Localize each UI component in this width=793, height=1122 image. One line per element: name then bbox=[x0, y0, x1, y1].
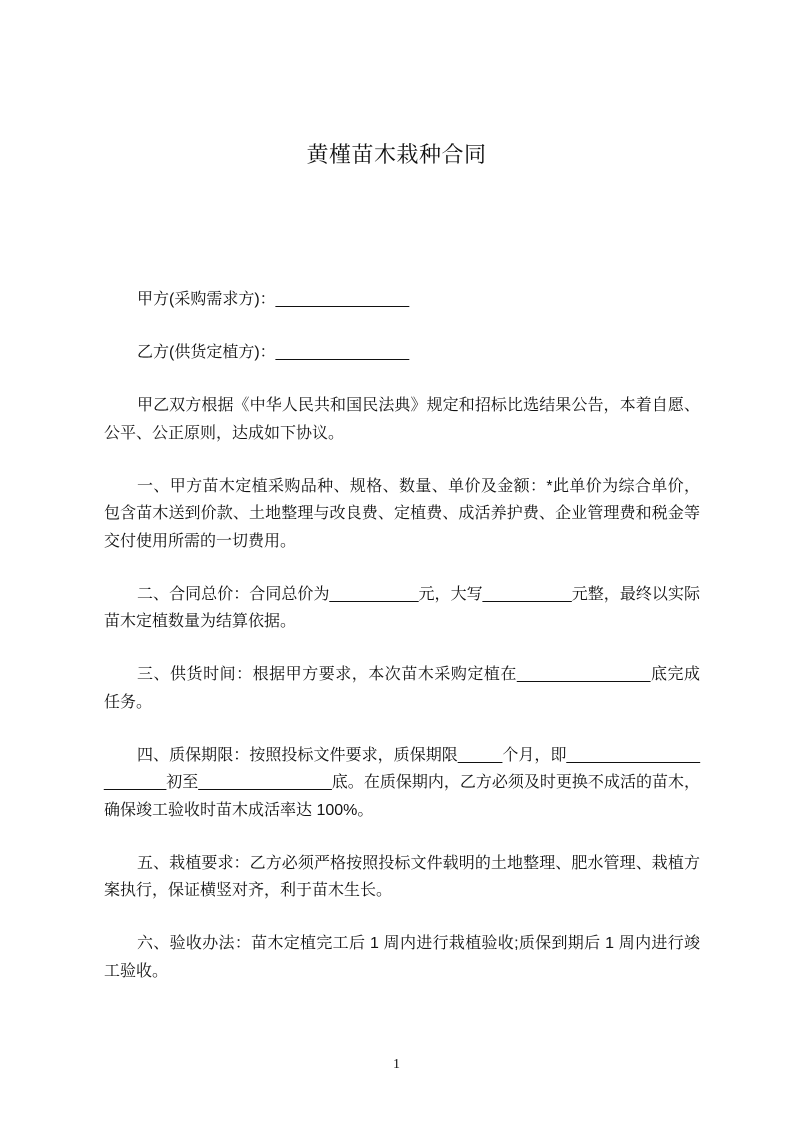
clause-3-delivery-time: 三、供货时间：根据甲方要求，本次苗木采购定植在_______________底完成任务。 bbox=[104, 666, 700, 711]
document-title: 黄槿苗木栽种合同 bbox=[306, 142, 487, 167]
document-body bbox=[104, 286, 700, 1011]
clause-2-total-price: 二、合同总价：合同总价为__________元，大写__________元整，最终以实际苗木定植数量为结算依据。 bbox=[104, 585, 700, 630]
clause-4-warranty-period: 四、质保期限：按照投标文件要求，质保期限_____个月，即______________________初至_______________底。在质保期内，乙方必须及时更换不成活的苗木，确保竣工验收时苗木成活率达 100%。 bbox=[104, 746, 700, 819]
party-a-line: 甲方(采购需求方)：_______________ bbox=[137, 291, 410, 308]
page-number: 1 bbox=[393, 1057, 400, 1072]
party-b-line: 乙方(供货定植方)：_______________ bbox=[137, 344, 410, 361]
clause-6-acceptance-method: 六、验收办法：苗木定植完工后 1 周内进行栽植验收;质保到期后 1 周内进行竣工验收。 bbox=[104, 935, 700, 980]
clause-1-product-spec: 一、甲方苗木定植采购品种、规格、数量、单价及金额：*此单价为综合单价，包含苗木送到价款、土地整理与改良费、定植费、成活养护费、企业管理费和税金等交付使用所需的一切费用。 bbox=[104, 477, 700, 550]
preamble-paragraph: 甲乙双方根据《中华人民共和国民法典》规定和招标比选结果公告，本着自愿、公平、公正原则，达成如下协议。 bbox=[104, 397, 700, 442]
clause-5-planting-requirements: 五、栽植要求：乙方必须严格按照投标文件载明的土地整理、肥水管理、栽植方案执行，保证横竖对齐，利于苗木生长。 bbox=[104, 854, 700, 899]
